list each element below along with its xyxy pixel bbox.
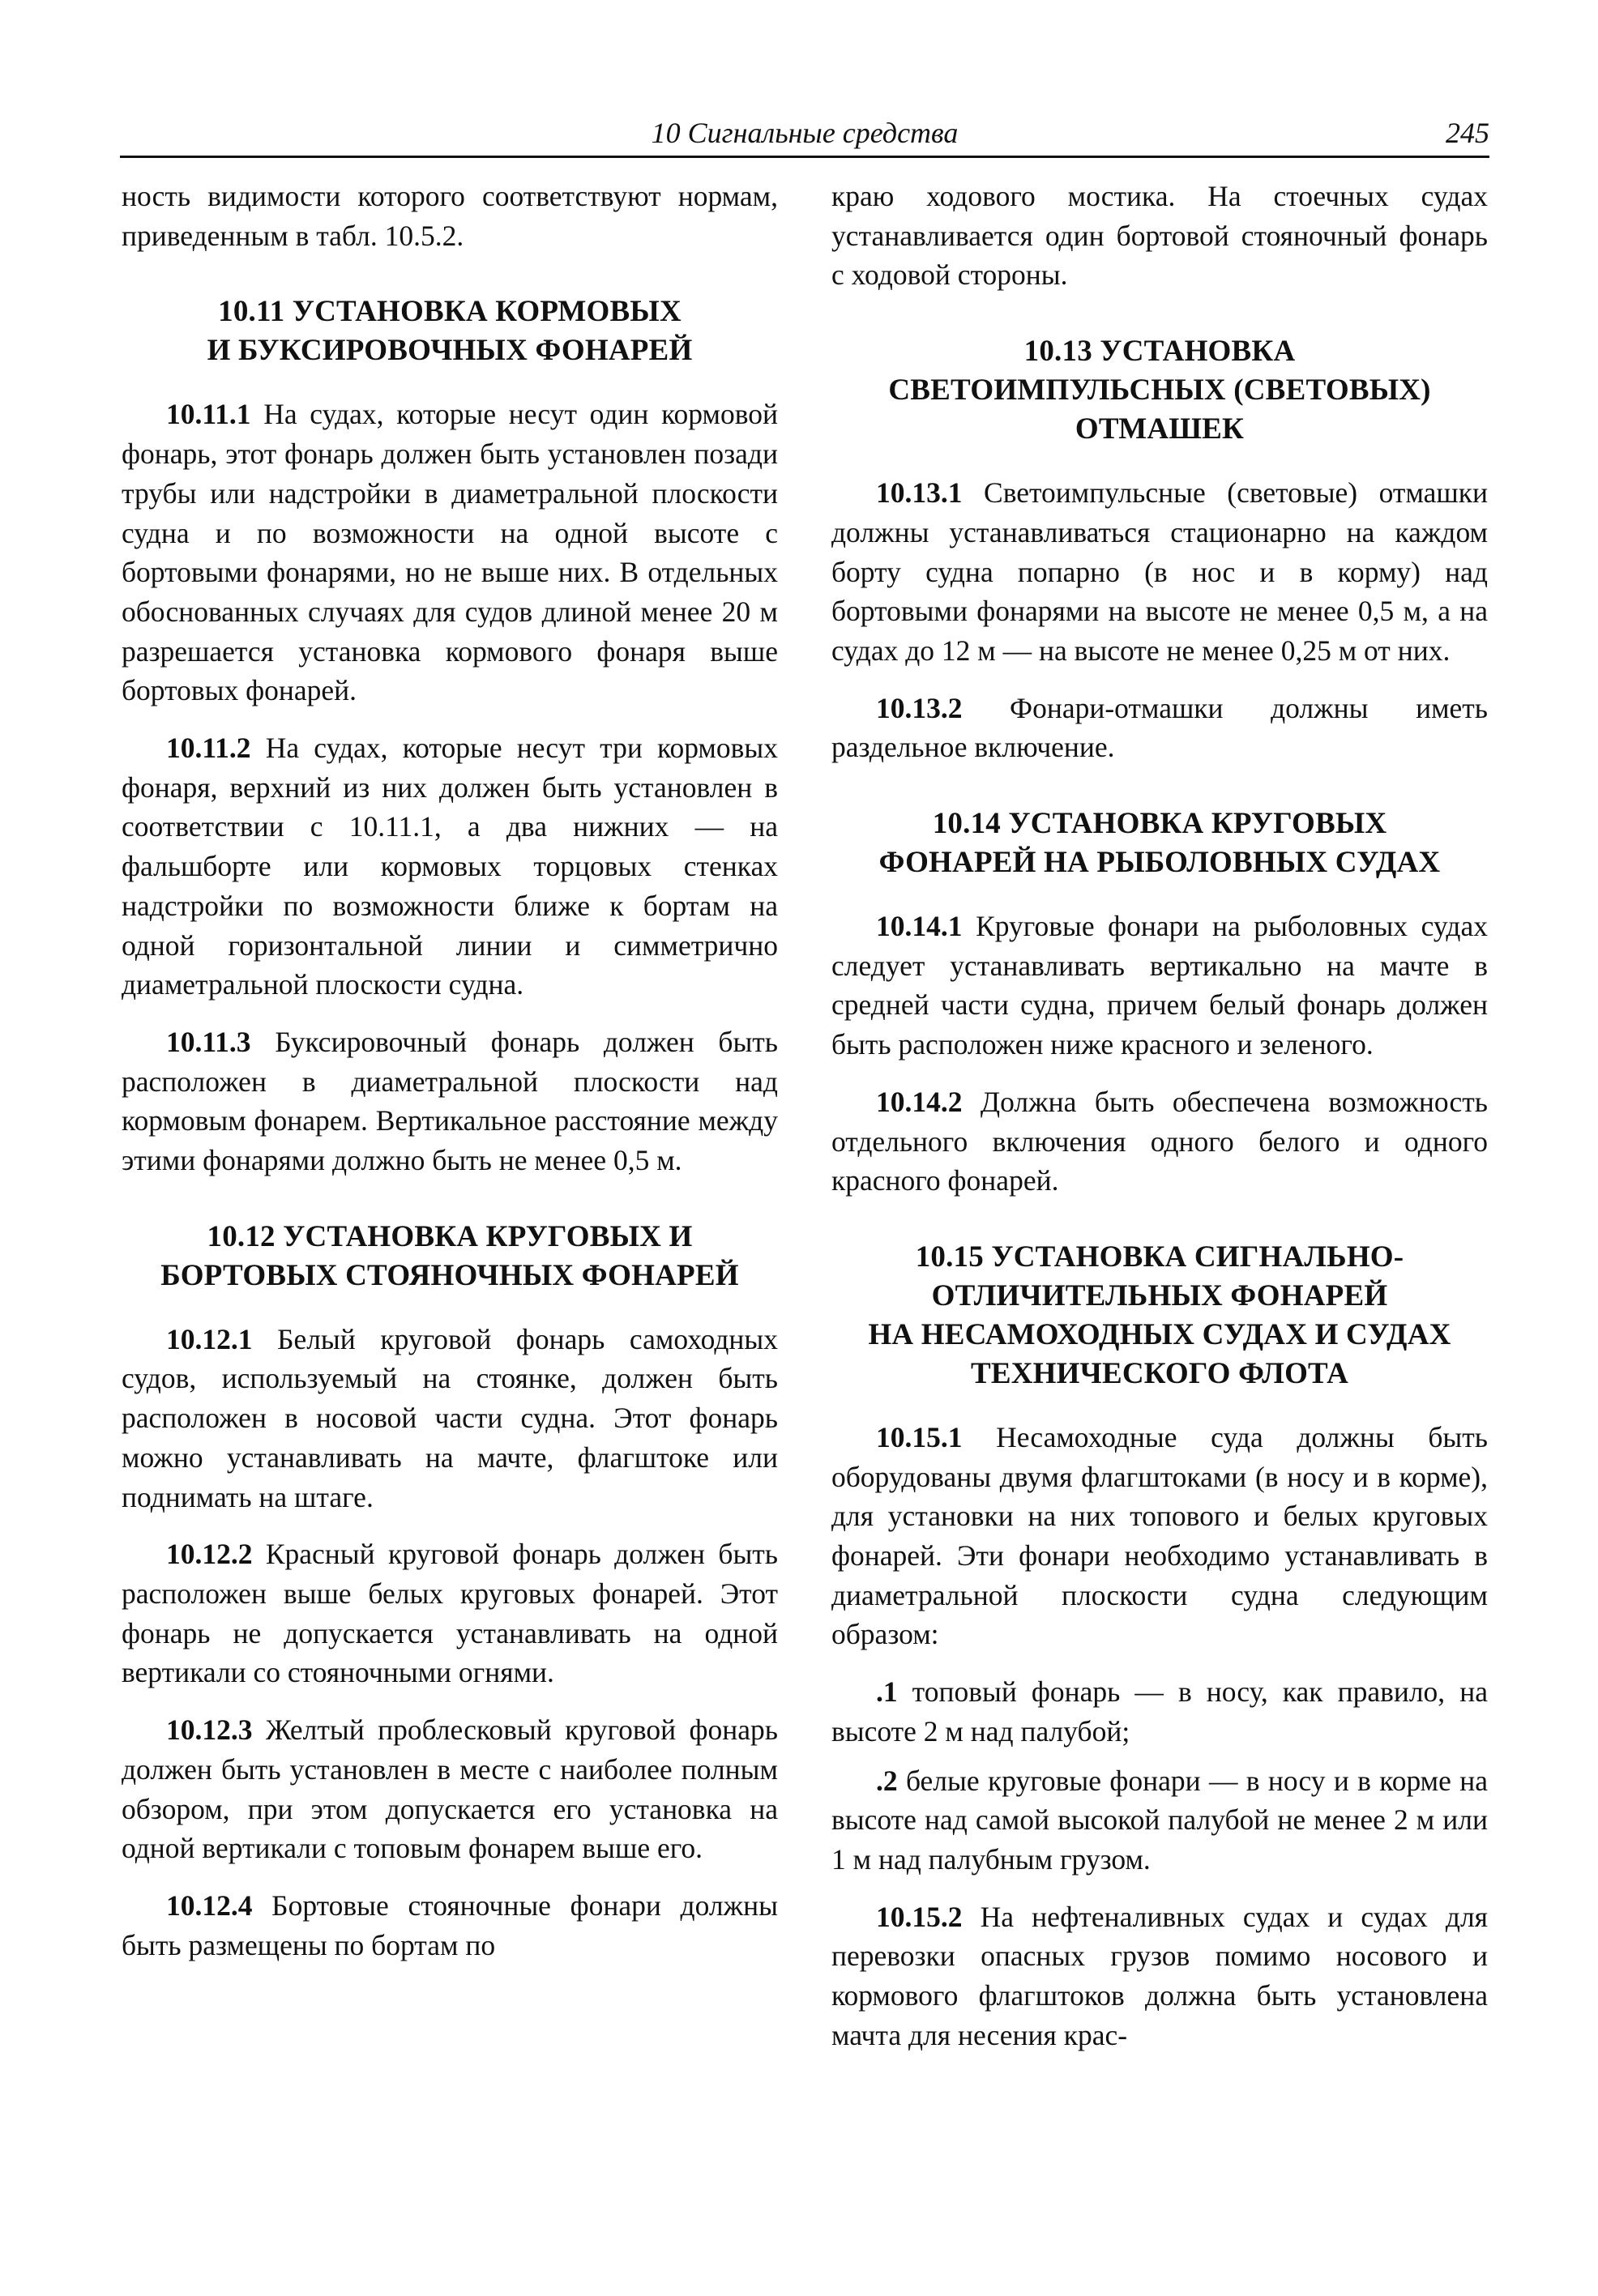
- clause-number: 10.15.1: [876, 1420, 963, 1453]
- left-column: [122, 177, 778, 1982]
- item-text: белые круговые фонари — в носу и в корме на высоте над самой высокой палубой не менее 2 м или 1 м над палубным грузом.: [831, 1764, 1488, 1876]
- right-column: [831, 177, 1488, 2073]
- heading-line: 10.11 УСТАНОВКА КОРМОВЫХ: [218, 295, 682, 329]
- running-header: [120, 112, 1489, 154]
- clause-text: Белый круговой фонарь самоходных судов, используемый на стоянке, должен быть расположен в носовой части судна. Этот фонарь можно устанавливать на мачте, флагштоке или поднимать на штаге.: [122, 1322, 778, 1513]
- heading-line: ТЕХНИЧЕСКОГО ФЛОТА: [970, 1356, 1349, 1390]
- heading-line: 10.14 УСТАНОВКА КРУГОВЫХ: [932, 807, 1387, 841]
- paragraph-10-14-2: [831, 1082, 1488, 1201]
- list-item-2: [831, 1761, 1488, 1880]
- clause-text: На судах, которые несут три кормовых фонаря, верхний из них должен быть установлен в соответствии с 10.11.1, а два нижних — на фальшборте или кормовых торцовых стенках надстройки по возможности ближе к бортам на одной горизонтальной линии и симметрично диаметральной плоскости судна.: [122, 732, 778, 1001]
- heading-line: НА НЕСАМОХОДНЫХ СУДАХ И СУДАХ: [868, 1317, 1451, 1351]
- section-heading-10-13: [831, 332, 1488, 449]
- clause-text: На нефтеналивных судах и судах для перевозки опасных грузов помимо носового и кормового флагштоков должна быть установлена мачта для несения крас-: [831, 1900, 1488, 2051]
- clause-number: 10.12.3: [166, 1713, 253, 1747]
- heading-line: ФОНАРЕЙ НА РЫБОЛОВНЫХ СУДАХ: [878, 846, 1441, 880]
- paragraph-10-12-1: [122, 1320, 778, 1517]
- paragraph-10-11-1: [122, 395, 778, 711]
- clause-text: На судах, которые несут один кормовой фонарь, этот фонарь должен быть установлен позади трубы или надстройки в диаметральной плоскости судна и по возможности на одной высоте с бортовыми фонарями, но не выше них. В отдельных обоснованных случаях для судов длиной менее 20 м разрешается установка кормового фонаря выше бортовых фонарей.: [122, 398, 778, 707]
- clause-text: Буксировочный фонарь должен быть расположен в диаметральной плоскости над кормовым фонарем. Вертикальное расстояние между этими фонарями должно быть не менее 0,5 м.: [122, 1025, 778, 1177]
- paragraph-10-15-1: [831, 1418, 1488, 1654]
- heading-line: СВЕТОИМПУЛЬСНЫХ (СВЕТОВЫХ): [888, 373, 1431, 408]
- item-number: .2: [876, 1764, 898, 1797]
- paragraph-10-12-3: [122, 1710, 778, 1868]
- page-number: 245: [1446, 117, 1489, 149]
- clause-number: 10.12.2: [166, 1538, 253, 1571]
- clause-number: 10.11.2: [166, 732, 251, 765]
- clause-text: Красный круговой фонарь должен быть расположен выше белых круговых фонарей. Этот фонарь не допускается устанавливать на одной вертикали со стояночными огнями.: [122, 1538, 778, 1689]
- paragraph-10-14-1: [831, 907, 1488, 1065]
- heading-line: 10.15 УСТАНОВКА СИГНАЛЬНО-: [915, 1240, 1404, 1274]
- clause-number: 10.15.2: [876, 1900, 963, 1933]
- clause-number: 10.14.1: [876, 910, 963, 943]
- paragraph-10-12-4: [122, 1886, 778, 1965]
- clause-number: 10.11.1: [166, 398, 251, 431]
- paragraph-10-11-3: [122, 1022, 778, 1180]
- clause-text: Несамоходные суда должны быть оборудованы двумя флагштоками (в носу и в корме), для установки на них топового и белых круговых фонарей. Эти фонари необходимо устанавливать в диаметральной плоскости судна следующим образом:: [831, 1420, 1488, 1651]
- paragraph-continuation: краю ходового мостика. На стоечных судах устанавливается один бортовой стояночный фонарь с ходовой стороны.: [831, 180, 1488, 292]
- clause-text: Светоимпульсные (световые) отмашки должны устанавливаться стационарно на каждом борту судна попарно (в нос и в корму) над бортовыми фонарями на высоте не менее 0,5 м, а на судах до 12 м — на высоте не менее 0,25 м от них.: [831, 476, 1488, 667]
- heading-line: 10.13 УСТАНОВКА: [1023, 335, 1296, 369]
- item-number: .1: [876, 1675, 898, 1709]
- heading-line: БОРТОВЫХ СТОЯНОЧНЫХ ФОНАРЕЙ: [160, 1258, 739, 1292]
- clause-number: 10.12.1: [166, 1322, 253, 1355]
- header-rule: [120, 156, 1489, 158]
- section-heading-10-15: [831, 1238, 1488, 1393]
- clause-number: 10.14.2: [876, 1085, 963, 1118]
- heading-line: И БУКСИРОВОЧНЫХ ФОНАРЕЙ: [207, 334, 693, 368]
- clause-text: Должна быть обеспечена возможность отдельного включения одного белого и одного красного фонарей.: [831, 1085, 1488, 1197]
- chapter-title: 10 Сигнальные средства: [651, 117, 959, 149]
- heading-line: ОТМАШЕК: [1075, 412, 1245, 446]
- clause-text: Желтый проблесковый круговой фонарь должен быть установлен в месте с наиболее полным обзором, при этом допускается его установка на одной вертикали с топовым фонарем выше его.: [122, 1713, 778, 1865]
- paragraph-10-13-1: [831, 473, 1488, 671]
- item-text: топовый фонарь — в носу, как правило, на высоте 2 м над палубой;: [831, 1675, 1488, 1748]
- clause-number: 10.12.4: [166, 1888, 253, 1922]
- paragraph-10-13-2: [831, 689, 1488, 767]
- paragraph-10-12-2: [122, 1534, 778, 1692]
- heading-line: ОТЛИЧИТЕЛЬНЫХ ФОНАРЕЙ: [931, 1278, 1388, 1312]
- clause-text: Круговые фонари на рыболовных судах следует устанавливать вертикально на мачте в средней части судна, причем белый фонарь должен быть расположен ниже красного и зеленого.: [831, 910, 1488, 1061]
- clause-text: Фонари-отмашки должны иметь раздельное включение.: [831, 691, 1488, 764]
- clause-number: 10.13.2: [876, 691, 963, 724]
- paragraph-10-15-2: [831, 1897, 1488, 2055]
- clause-number: 10.11.3: [166, 1025, 251, 1058]
- section-heading-10-11: [122, 292, 778, 370]
- section-heading-10-12: [122, 1218, 778, 1295]
- clause-number: 10.13.1: [876, 476, 963, 510]
- heading-line: 10.12 УСТАНОВКА КРУГОВЫХ И: [207, 1219, 693, 1253]
- paragraph-continuation: ность видимости которого соответствуют нормам, приведенным в табл. 10.5.2.: [122, 180, 778, 252]
- clause-text: Бортовые стояночные фонари должны быть размещены по бортам по: [122, 1888, 778, 1961]
- paragraph-10-11-2: [122, 728, 778, 1005]
- list-item-1: [831, 1672, 1488, 1751]
- section-heading-10-14: [831, 804, 1488, 882]
